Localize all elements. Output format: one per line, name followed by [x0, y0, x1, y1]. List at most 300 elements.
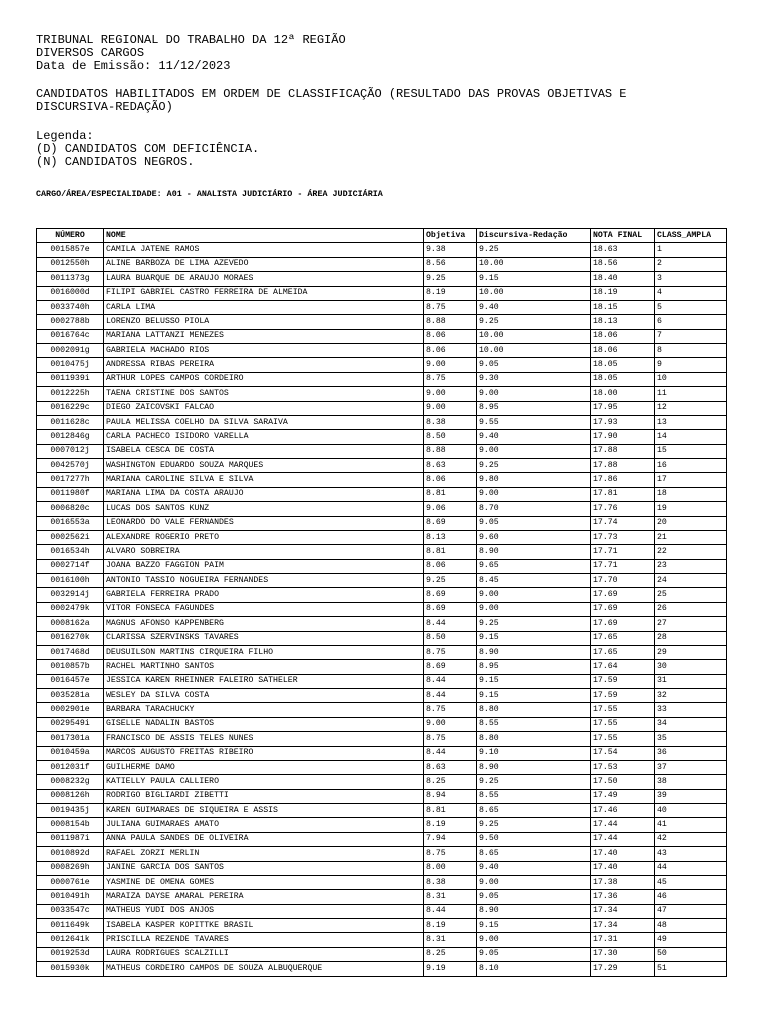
cell-essay: 10.00	[477, 329, 591, 343]
cell-ranking: 28	[655, 631, 727, 645]
cell-ranking: 36	[655, 746, 727, 760]
cell-essay: 10.00	[477, 344, 591, 358]
cell-ranking: 33	[655, 703, 727, 717]
cell-final-score: 18.15	[591, 300, 655, 314]
cell-name: JANINE GARCIA DOS SANTOS	[104, 861, 424, 875]
cell-final-score: 17.31	[591, 933, 655, 947]
cell-number: 0016100h	[37, 574, 104, 588]
cell-name: ISABELA CESCA DE COSTA	[104, 444, 424, 458]
cell-name: JULIANA GUIMARAES AMATO	[104, 818, 424, 832]
table-row	[37, 962, 727, 976]
cell-ranking: 11	[655, 387, 727, 401]
cell-objective: 8.50	[424, 430, 477, 444]
cell-name: GABRIELA FERREIRA PRADO	[104, 588, 424, 602]
cell-essay: 10.00	[477, 257, 591, 271]
table-row	[37, 904, 727, 918]
table-row	[37, 344, 727, 358]
cell-essay: 8.10	[477, 962, 591, 976]
cell-name: GABRIELA MACHADO RIOS	[104, 344, 424, 358]
table-row	[37, 660, 727, 674]
table-row	[37, 329, 727, 343]
cell-essay: 8.95	[477, 401, 591, 415]
cell-ranking: 15	[655, 444, 727, 458]
cell-final-score: 17.54	[591, 746, 655, 760]
cell-ranking: 42	[655, 832, 727, 846]
table-header-row	[37, 229, 727, 243]
cell-ranking: 18	[655, 487, 727, 501]
cell-essay: 9.00	[477, 933, 591, 947]
table-row	[37, 243, 727, 257]
cell-objective: 8.13	[424, 530, 477, 544]
cell-objective: 8.31	[424, 933, 477, 947]
cell-number: 0035281a	[37, 689, 104, 703]
cell-essay: 10.00	[477, 286, 591, 300]
table-row	[37, 415, 727, 429]
cell-essay: 9.05	[477, 890, 591, 904]
table-row	[37, 487, 727, 501]
position-title: CARGO/ÁREA/ESPECIALIDADE: A01 - ANALISTA JUDICIÁRIO - ÁREA JUDICIÁRIA	[36, 189, 383, 199]
cell-number: 0016764c	[37, 329, 104, 343]
cell-essay: 9.15	[477, 272, 591, 286]
cell-essay: 9.15	[477, 919, 591, 933]
cell-final-score: 17.46	[591, 804, 655, 818]
cell-name: GUILHERME DAMO	[104, 760, 424, 774]
cell-objective: 9.00	[424, 401, 477, 415]
cell-essay: 8.55	[477, 789, 591, 803]
cell-essay: 9.25	[477, 818, 591, 832]
cell-final-score: 17.55	[591, 732, 655, 746]
cell-final-score: 17.71	[591, 559, 655, 573]
cell-ranking: 19	[655, 502, 727, 516]
table-row	[37, 732, 727, 746]
table-row	[37, 516, 727, 530]
table-row	[37, 272, 727, 286]
cell-number: 0002901e	[37, 703, 104, 717]
table-row	[37, 387, 727, 401]
cell-final-score: 17.34	[591, 904, 655, 918]
cell-name: MARIANA LIMA DA COSTA ARAUJO	[104, 487, 424, 501]
cell-essay: 9.00	[477, 875, 591, 889]
cell-number: 0016553a	[37, 516, 104, 530]
cell-final-score: 17.55	[591, 717, 655, 731]
cell-objective: 9.19	[424, 962, 477, 976]
cell-name: WESLEY DA SILVA COSTA	[104, 689, 424, 703]
table-row	[37, 804, 727, 818]
cell-final-score: 17.86	[591, 473, 655, 487]
cell-objective: 9.38	[424, 243, 477, 257]
table-row	[37, 286, 727, 300]
cell-number: 0011373g	[37, 272, 104, 286]
cell-number: 0002479k	[37, 602, 104, 616]
cell-ranking: 47	[655, 904, 727, 918]
cell-objective: 8.44	[424, 617, 477, 631]
cell-objective: 9.00	[424, 387, 477, 401]
cell-ranking: 22	[655, 545, 727, 559]
cell-final-score: 17.44	[591, 832, 655, 846]
cell-essay: 9.25	[477, 775, 591, 789]
cell-ranking: 43	[655, 847, 727, 861]
cell-essay: 9.60	[477, 530, 591, 544]
cell-number: 0011649k	[37, 919, 104, 933]
cell-ranking: 21	[655, 530, 727, 544]
cell-number: 0010459a	[37, 746, 104, 760]
cell-ranking: 23	[655, 559, 727, 573]
cell-objective: 8.69	[424, 660, 477, 674]
cell-objective: 8.69	[424, 516, 477, 530]
cell-objective: 8.19	[424, 919, 477, 933]
cell-ranking: 48	[655, 919, 727, 933]
cell-name: FILIPI GABRIEL CASTRO FERREIRA DE ALMEIDA	[104, 286, 424, 300]
cell-name: JESSICA KAREN RHEINNER FALEIRO SATHELER	[104, 674, 424, 688]
cell-objective: 8.44	[424, 689, 477, 703]
cell-final-score: 18.13	[591, 315, 655, 329]
cell-final-score: 17.71	[591, 545, 655, 559]
cell-name: MAGNUS AFONSO KAPPENBERG	[104, 617, 424, 631]
table-row	[37, 588, 727, 602]
cell-ranking: 29	[655, 645, 727, 659]
cell-final-score: 18.63	[591, 243, 655, 257]
cell-objective: 8.75	[424, 732, 477, 746]
table-row	[37, 818, 727, 832]
cell-essay: 9.40	[477, 300, 591, 314]
cell-final-score: 17.40	[591, 847, 655, 861]
cell-final-score: 17.88	[591, 459, 655, 473]
cell-essay: 9.25	[477, 617, 591, 631]
cell-name: DIEGO ZAICOVSKI FALCAO	[104, 401, 424, 415]
table-row	[37, 358, 727, 372]
cell-final-score: 18.19	[591, 286, 655, 300]
cell-number: 0002091g	[37, 344, 104, 358]
cell-essay: 8.90	[477, 904, 591, 918]
table-row	[37, 674, 727, 688]
cell-number: 0042570j	[37, 459, 104, 473]
cell-essay: 8.90	[477, 760, 591, 774]
legend-black-candidates: (N) CANDIDATOS NEGROS.	[36, 155, 195, 169]
cell-final-score: 17.65	[591, 645, 655, 659]
cell-ranking: 45	[655, 875, 727, 889]
table-row	[37, 257, 727, 271]
cell-final-score: 17.64	[591, 660, 655, 674]
cell-essay: 9.00	[477, 387, 591, 401]
cell-final-score: 17.59	[591, 689, 655, 703]
document-heading-line2: DISCURSIVA-REDAÇÃO)	[36, 100, 173, 114]
cell-name: RAFAEL ZORZI MERLIN	[104, 847, 424, 861]
cell-ranking: 24	[655, 574, 727, 588]
cell-essay: 8.45	[477, 574, 591, 588]
cell-number: 0010857b	[37, 660, 104, 674]
cell-number: 0016000d	[37, 286, 104, 300]
cell-essay: 9.05	[477, 358, 591, 372]
cell-ranking: 35	[655, 732, 727, 746]
cell-objective: 8.88	[424, 444, 477, 458]
cell-final-score: 18.05	[591, 372, 655, 386]
cell-number: 0002562i	[37, 530, 104, 544]
cell-final-score: 18.06	[591, 344, 655, 358]
cell-ranking: 46	[655, 890, 727, 904]
cell-ranking: 4	[655, 286, 727, 300]
table-row	[37, 789, 727, 803]
cell-number: 0000761e	[37, 875, 104, 889]
table-row	[37, 430, 727, 444]
cell-number: 0011939i	[37, 372, 104, 386]
legend-title: Legenda:	[36, 129, 94, 143]
cell-name: PRISCILLA REZENDE TAVARES	[104, 933, 424, 947]
table-row	[37, 717, 727, 731]
cell-ranking: 51	[655, 962, 727, 976]
cell-number: 0002788b	[37, 315, 104, 329]
cell-objective: 8.06	[424, 559, 477, 573]
table-row	[37, 645, 727, 659]
cell-number: 0007012j	[37, 444, 104, 458]
cell-final-score: 17.65	[591, 631, 655, 645]
cell-objective: 8.06	[424, 329, 477, 343]
cell-name: CARLA PACHECO ISIDORO VARELLA	[104, 430, 424, 444]
cell-name: MARAIZA DAYSE AMARAL PEREIRA	[104, 890, 424, 904]
cell-name: JOANA BAZZO FAGGION PAIM	[104, 559, 424, 573]
cell-ranking: 1	[655, 243, 727, 257]
cell-ranking: 16	[655, 459, 727, 473]
cell-essay: 9.00	[477, 444, 591, 458]
cell-objective: 8.06	[424, 473, 477, 487]
cell-number: 0011628c	[37, 415, 104, 429]
cell-name: VITOR FONSECA FAGUNDES	[104, 602, 424, 616]
cell-final-score: 17.69	[591, 602, 655, 616]
cell-ranking: 31	[655, 674, 727, 688]
cell-final-score: 18.56	[591, 257, 655, 271]
cell-name: FRANCISCO DE ASSIS TELES NUNES	[104, 732, 424, 746]
cell-number: 0008162a	[37, 617, 104, 631]
court-name: TRIBUNAL REGIONAL DO TRABALHO DA 12ª REGIÃO	[36, 33, 346, 47]
cell-essay: 9.15	[477, 689, 591, 703]
cell-name: LAURA RODRIGUES SCALZILLI	[104, 947, 424, 961]
cell-essay: 9.55	[477, 415, 591, 429]
cell-ranking: 39	[655, 789, 727, 803]
cell-objective: 8.75	[424, 372, 477, 386]
cell-number: 0012846g	[37, 430, 104, 444]
cell-number: 0012031f	[37, 760, 104, 774]
cell-name: LUCAS DOS SANTOS KUNZ	[104, 502, 424, 516]
cell-ranking: 6	[655, 315, 727, 329]
table-row	[37, 890, 727, 904]
cell-number: 0019253d	[37, 947, 104, 961]
cell-number: 0016229c	[37, 401, 104, 415]
cell-number: 0008232g	[37, 775, 104, 789]
cell-ranking: 26	[655, 602, 727, 616]
cell-ranking: 8	[655, 344, 727, 358]
cell-essay: 8.80	[477, 703, 591, 717]
cell-number: 0017277h	[37, 473, 104, 487]
cell-objective: 8.38	[424, 415, 477, 429]
emission-date: Data de Emissão: 11/12/2023	[36, 59, 231, 73]
cell-name: ALEXANDRE ROGERIO PRETO	[104, 530, 424, 544]
cell-final-score: 17.49	[591, 789, 655, 803]
cell-objective: 8.75	[424, 703, 477, 717]
cell-ranking: 40	[655, 804, 727, 818]
table-row	[37, 459, 727, 473]
cell-essay: 9.10	[477, 746, 591, 760]
cell-objective: 9.25	[424, 574, 477, 588]
cell-essay: 9.30	[477, 372, 591, 386]
cell-objective: 9.25	[424, 272, 477, 286]
column-header-final-score: NOTA FINAL	[591, 229, 655, 243]
table-row	[37, 775, 727, 789]
cell-essay: 8.65	[477, 847, 591, 861]
table-row	[37, 559, 727, 573]
cell-name: LAURA BUARQUE DE ARAUJO MORAES	[104, 272, 424, 286]
cell-ranking: 41	[655, 818, 727, 832]
cell-objective: 8.69	[424, 588, 477, 602]
cell-essay: 8.90	[477, 545, 591, 559]
cell-name: CARLA LIMA	[104, 300, 424, 314]
cell-number: 0033547c	[37, 904, 104, 918]
cell-number: 0008154b	[37, 818, 104, 832]
cell-name: PAULA MELISSA COELHO DA SILVA SARAIVA	[104, 415, 424, 429]
cell-objective: 8.63	[424, 760, 477, 774]
cell-essay: 9.25	[477, 459, 591, 473]
legend-deficiency: (D) CANDIDATOS COM DEFICIÊNCIA.	[36, 142, 260, 156]
cell-ranking: 7	[655, 329, 727, 343]
table-row	[37, 372, 727, 386]
cell-final-score: 17.81	[591, 487, 655, 501]
cell-essay: 9.15	[477, 674, 591, 688]
cell-essay: 9.00	[477, 602, 591, 616]
cell-essay: 8.90	[477, 645, 591, 659]
cell-number: 0019435j	[37, 804, 104, 818]
cell-ranking: 13	[655, 415, 727, 429]
cell-number: 0016534h	[37, 545, 104, 559]
cell-objective: 8.19	[424, 818, 477, 832]
document-subtitle: DIVERSOS CARGOS	[36, 46, 145, 60]
table-row	[37, 502, 727, 516]
cell-name: ALVARO SOBREIRA	[104, 545, 424, 559]
cell-final-score: 17.93	[591, 415, 655, 429]
table-row	[37, 689, 727, 703]
cell-final-score: 17.59	[591, 674, 655, 688]
cell-objective: 8.56	[424, 257, 477, 271]
cell-objective: 8.44	[424, 674, 477, 688]
cell-objective: 8.44	[424, 904, 477, 918]
cell-number: 0017468d	[37, 645, 104, 659]
cell-objective: 8.38	[424, 875, 477, 889]
cell-final-score: 17.69	[591, 617, 655, 631]
table-row	[37, 631, 727, 645]
cell-number: 0011987i	[37, 832, 104, 846]
cell-objective: 8.25	[424, 947, 477, 961]
cell-ranking: 25	[655, 588, 727, 602]
cell-objective: 9.00	[424, 717, 477, 731]
cell-objective: 8.06	[424, 344, 477, 358]
cell-objective: 9.00	[424, 358, 477, 372]
cell-final-score: 18.00	[591, 387, 655, 401]
cell-objective: 7.94	[424, 832, 477, 846]
cell-objective: 8.63	[424, 459, 477, 473]
cell-final-score: 17.69	[591, 588, 655, 602]
cell-number: 0032914j	[37, 588, 104, 602]
cell-number: 0010892d	[37, 847, 104, 861]
cell-ranking: 27	[655, 617, 727, 631]
cell-ranking: 49	[655, 933, 727, 947]
cell-ranking: 17	[655, 473, 727, 487]
cell-name: MARCOS AUGUSTO FREITAS RIBEIRO	[104, 746, 424, 760]
cell-name: KATIELLY PAULA CALLIERO	[104, 775, 424, 789]
cell-essay: 9.15	[477, 631, 591, 645]
table-row	[37, 703, 727, 717]
table-row	[37, 933, 727, 947]
cell-ranking: 50	[655, 947, 727, 961]
cell-objective: 8.75	[424, 300, 477, 314]
table-row	[37, 473, 727, 487]
cell-ranking: 37	[655, 760, 727, 774]
cell-number: 0011980f	[37, 487, 104, 501]
cell-name: ALINE BARBOZA DE LIMA AZEVEDO	[104, 257, 424, 271]
table-row	[37, 602, 727, 616]
table-row	[37, 847, 727, 861]
cell-ranking: 5	[655, 300, 727, 314]
cell-objective: 8.81	[424, 804, 477, 818]
cell-final-score: 17.53	[591, 760, 655, 774]
cell-name: ANTONIO TASSIO NOGUEIRA FERNANDES	[104, 574, 424, 588]
cell-number: 0008269h	[37, 861, 104, 875]
cell-final-score: 18.05	[591, 358, 655, 372]
cell-final-score: 17.50	[591, 775, 655, 789]
cell-name: CLARISSA SZERVINSKS TAVARES	[104, 631, 424, 645]
cell-name: YASMINE DE OMENA GOMES	[104, 875, 424, 889]
cell-number: 0012225h	[37, 387, 104, 401]
cell-number: 0016270k	[37, 631, 104, 645]
cell-objective: 8.19	[424, 286, 477, 300]
cell-final-score: 17.95	[591, 401, 655, 415]
cell-name: MATHEUS YUDI DOS ANJOS	[104, 904, 424, 918]
cell-final-score: 17.90	[591, 430, 655, 444]
table-row	[37, 947, 727, 961]
column-header-essay: Discursiva-Redação	[477, 229, 591, 243]
cell-essay: 8.70	[477, 502, 591, 516]
cell-final-score: 17.29	[591, 962, 655, 976]
cell-objective: 8.31	[424, 890, 477, 904]
cell-name: LORENZO BELUSSO PIOLA	[104, 315, 424, 329]
table-row	[37, 300, 727, 314]
column-header-ranking: CLASS_AMPLA	[655, 229, 727, 243]
table-row	[37, 919, 727, 933]
table-row	[37, 545, 727, 559]
cell-final-score: 17.34	[591, 919, 655, 933]
cell-number: 0002714f	[37, 559, 104, 573]
cell-ranking: 44	[655, 861, 727, 875]
cell-objective: 8.81	[424, 487, 477, 501]
cell-number: 0016457e	[37, 674, 104, 688]
cell-name: KAREN GUIMARAES DE SIQUEIRA E ASSIS	[104, 804, 424, 818]
table-row	[37, 574, 727, 588]
table-row	[37, 832, 727, 846]
cell-objective: 8.81	[424, 545, 477, 559]
table-row	[37, 315, 727, 329]
cell-ranking: 32	[655, 689, 727, 703]
cell-essay: 9.40	[477, 430, 591, 444]
cell-name: ARTHUR LOPES CAMPOS CORDEIRO	[104, 372, 424, 386]
cell-number: 0033740h	[37, 300, 104, 314]
cell-ranking: 9	[655, 358, 727, 372]
cell-number: 0006820c	[37, 502, 104, 516]
table-row	[37, 530, 727, 544]
cell-ranking: 38	[655, 775, 727, 789]
cell-objective: 9.06	[424, 502, 477, 516]
cell-final-score: 17.38	[591, 875, 655, 889]
cell-final-score: 17.40	[591, 861, 655, 875]
cell-essay: 9.40	[477, 861, 591, 875]
cell-name: RODRIGO BIGLIARDI ZIBETTI	[104, 789, 424, 803]
cell-final-score: 17.76	[591, 502, 655, 516]
cell-name: MATHEUS CORDEIRO CAMPOS DE SOUZA ALBUQUERQUE	[104, 962, 424, 976]
